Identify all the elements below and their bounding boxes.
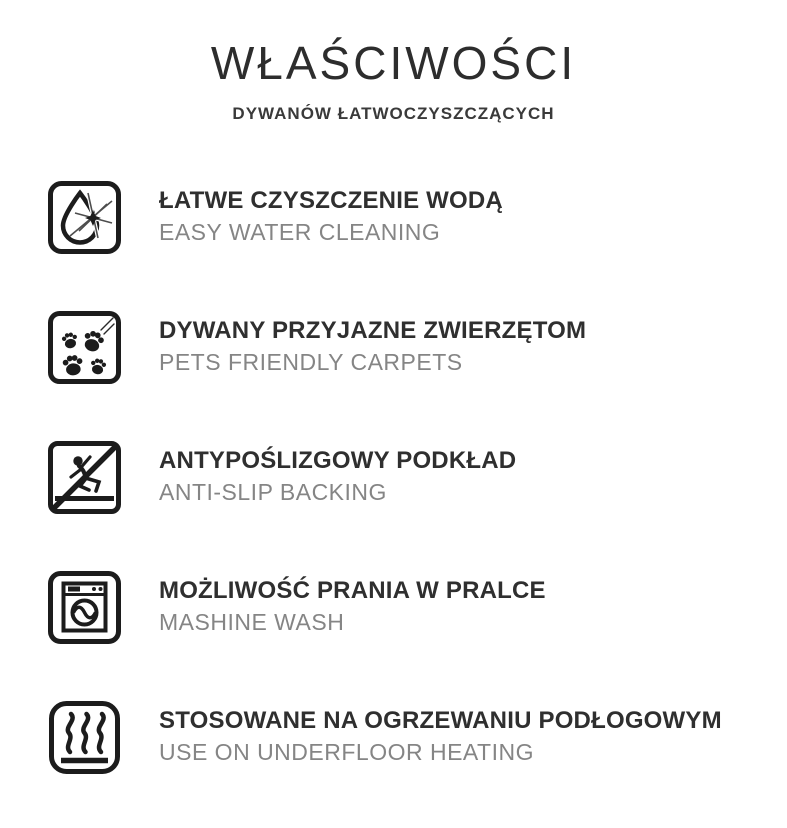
feature-texts <box>159 577 546 636</box>
header <box>0 0 787 124</box>
feature-title: MOŻLIWOŚĆ PRANIA W PRALCE <box>159 577 546 605</box>
feature-subtitle: PETS FRIENDLY CARPETS <box>159 349 463 376</box>
page-subtitle: DYWANÓW ŁATWOCZYSZCZĄCYCH <box>232 103 555 123</box>
feature-row-water-cleaning <box>48 181 787 254</box>
feature-subtitle: MASHINE WASH <box>159 609 345 636</box>
feature-title: ANTYPOŚLIZGOWY PODKŁAD <box>159 447 517 475</box>
feature-title: STOSOWANE NA OGRZEWANIU PODŁOGOWYM <box>159 707 722 735</box>
feature-title: ŁATWE CZYSZCZENIE WODĄ <box>159 187 503 215</box>
feature-title: DYWANY PRZYJAZNE ZWIERZĘTOM <box>159 317 587 345</box>
features-list <box>0 181 787 774</box>
feature-row-underfloor-heating <box>48 701 787 774</box>
washing-machine-icon <box>48 571 121 644</box>
feature-texts <box>159 707 722 766</box>
feature-row-anti-slip <box>48 441 787 514</box>
feature-row-machine-wash <box>48 571 787 644</box>
feature-subtitle: USE ON UNDERFLOOR HEATING <box>159 739 534 766</box>
feature-texts <box>159 447 516 506</box>
underfloor-heating-icon <box>48 701 121 774</box>
feature-texts <box>159 317 586 376</box>
anti-slip-icon <box>48 441 121 514</box>
feature-subtitle: EASY WATER CLEANING <box>159 219 441 246</box>
feature-subtitle: ANTI-SLIP BACKING <box>159 479 387 506</box>
feature-texts <box>159 187 503 246</box>
page-title: WŁAŚCIWOŚCI <box>210 37 577 89</box>
feature-row-pets-friendly <box>48 311 787 384</box>
water-drop-sparkle-icon <box>48 181 121 254</box>
paw-prints-icon <box>48 311 121 384</box>
